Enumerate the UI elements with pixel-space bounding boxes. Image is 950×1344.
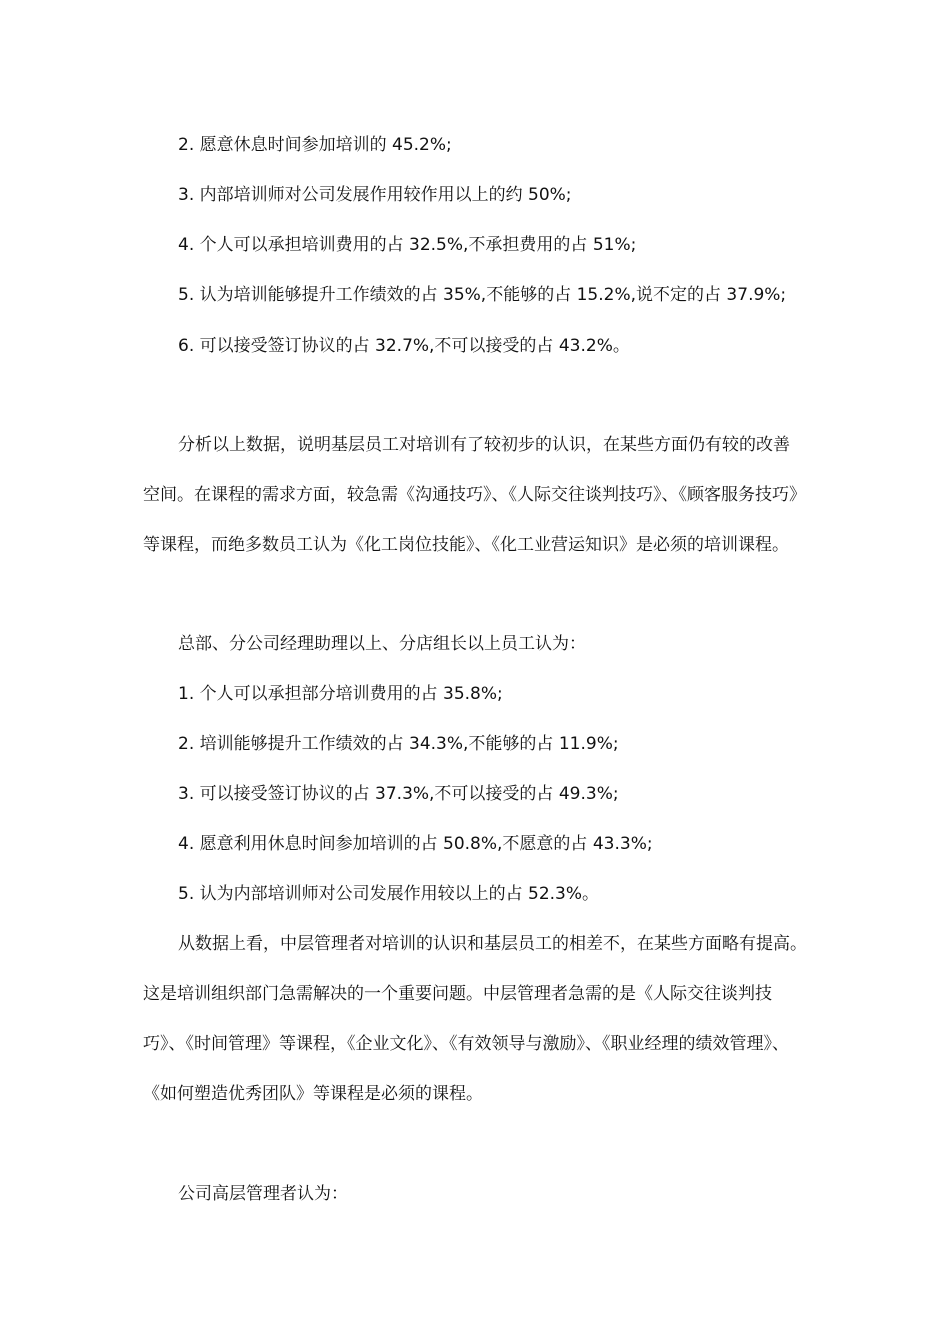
list-item: 4. 愿意利用休息时间参加培训的占 50.8%,不愿意的占 43.3%; [178, 834, 653, 854]
analysis-paragraph-line: 空间。在课程的需求方面，较急需《沟通技巧》、《人际交往谈判技巧》、《顾客服务技巧》 [143, 485, 806, 505]
list-item: 5. 认为培训能够提升工作绩效的占 35%,不能够的占 15.2%,说不定的占 37.9%; [178, 285, 787, 305]
analysis-paragraph-line: 从数据上看，中层管理者对培训的认识和基层员工的相差不，在某些方面略有提高。 [178, 934, 807, 954]
list-item: 2. 愿意休息时间参加培训的 45.2%; [178, 135, 452, 155]
section-intro: 总部、分公司经理助理以上、分店组长以上员工认为： [178, 634, 586, 654]
analysis-paragraph-line: 等课程，而绝多数员工认为《化工岗位技能》、《化工业营运知识》是必须的培训课程。 [143, 535, 789, 555]
section-intro: 公司高层管理者认为： [178, 1184, 348, 1204]
list-item: 6. 可以接受签订协议的占 32.7%,不可以接受的占 43.2%。 [178, 336, 630, 356]
analysis-paragraph-line: 分析以上数据，说明基层员工对培训有了较初步的认识，在某些方面仍有较的改善 [178, 435, 790, 455]
list-item: 3. 内部培训师对公司发展作用较作用以上的约 50%; [178, 185, 572, 205]
list-item: 1. 个人可以承担部分培训费用的占 35.8%; [178, 684, 503, 704]
analysis-paragraph-line: 《如何塑造优秀团队》等课程是必须的课程。 [143, 1084, 483, 1104]
list-item: 4. 个人可以承担培训费用的占 32.5%,不承担费用的占 51%; [178, 235, 637, 255]
list-item: 3. 可以接受签订协议的占 37.3%,不可以接受的占 49.3%; [178, 784, 619, 804]
list-item: 5. 认为内部培训师对公司发展作用较以上的占 52.3%。 [178, 884, 600, 904]
list-item: 2. 培训能够提升工作绩效的占 34.3%,不能够的占 11.9%; [178, 734, 619, 754]
analysis-paragraph-line: 巧》、《时间管理》等课程，《企业文化》、《有效领导与激励》、《职业经理的绩效管理》、 [143, 1034, 789, 1054]
analysis-paragraph-line: 这是培训组织部门急需解决的一个重要问题。中层管理者急需的是《人际交往谈判技 [143, 984, 772, 1004]
